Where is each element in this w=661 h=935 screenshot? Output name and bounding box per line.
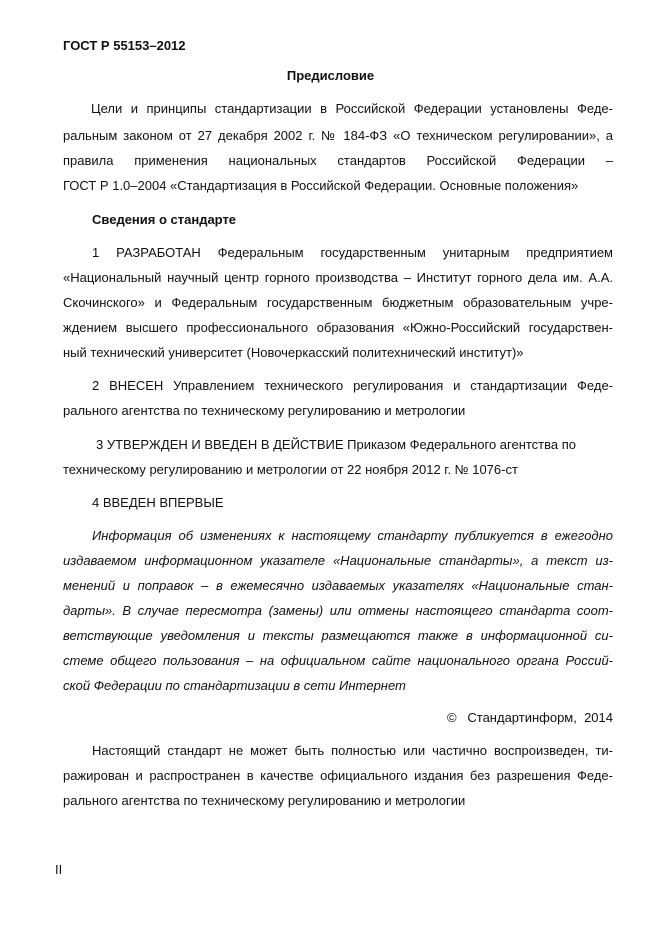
item2-line: рального агентства по техническому регулированию и метрологии xyxy=(63,403,466,418)
item1-line: ный технический университет (Новочеркасский политехнический институт)» xyxy=(63,345,524,360)
item2-line: 2 ВНЕСЕН Управлением технического регулирования и стандартизации Феде- xyxy=(92,378,613,393)
notice-line: Настоящий стандарт не может быть полностью или частично воспроизведен, ти- xyxy=(92,743,613,758)
item1-line: 1 РАЗРАБОТАН Федеральным государственным унитарным предприятием xyxy=(92,245,613,260)
info-line: Информация об изменениях к настоящему стандарту публикуется в ежегодно xyxy=(92,528,613,543)
item3-line: 3 УТВЕРЖДЕН И ВВЕДЕН В ДЕЙСТВИЕ Приказом Федерального агентства по xyxy=(96,437,577,452)
notice-line: ражирован и распространен в качестве официального издания без разрешения Феде- xyxy=(63,768,613,783)
info-line: менений и поправок – в ежемесячно издаваемых указателях «Национальные стан- xyxy=(63,578,613,593)
item1-line: Скочинского» и Федеральным государственным бюджетным образовательным учре- xyxy=(63,295,613,310)
info-line: издаваемом информационном указателе «Национальные стандарты», а текст из- xyxy=(63,553,613,568)
item1-line: ждением высшего профессионального образования «Южно-Российский государствен- xyxy=(63,320,613,335)
intro-line: Цели и принципы стандартизации в Российской Федерации установлены Феде- xyxy=(91,101,613,116)
item3-line: техническому регулированию и метрологии от 22 ноября 2012 г. № 1076-ст xyxy=(63,462,518,477)
copyright: © Стандартинформ, 2014 xyxy=(446,710,613,725)
document-id: ГОСТ Р 55153–2012 xyxy=(63,38,186,53)
intro-line: ральным законом от 27 декабря 2002 г. № 184-ФЗ «О техническом регулировании», а xyxy=(63,128,613,143)
intro-line: правила применения национальных стандартов Российской Федерации – xyxy=(63,153,613,168)
intro-line: ГОСТ Р 1.0–2004 «Стандартизация в Российской Федерации. Основные положения» xyxy=(63,178,579,193)
notice-line: рального агентства по техническому регулированию и метрологии xyxy=(63,793,466,808)
section-heading: Сведения о стандарте xyxy=(92,212,237,227)
info-line: стеме общего пользования – на официальном сайте национального органа Россий- xyxy=(63,653,613,668)
item4-line: 4 ВВЕДЕН ВПЕРВЫЕ xyxy=(92,495,224,510)
info-line: дарты». В случае пересмотра (замены) или отмены настоящего стандарта соот- xyxy=(63,603,613,618)
page-title: Предисловие xyxy=(286,68,375,83)
info-line: ской Федерации по стандартизации в сети Интернет xyxy=(63,678,406,693)
info-line: ветствующие уведомления и тексты размещаются также в информационной си- xyxy=(63,628,613,643)
page-number: II xyxy=(55,862,63,877)
item1-line: «Национальный научный центр горного производства – Институт горного дела им. А.А. xyxy=(63,270,613,285)
